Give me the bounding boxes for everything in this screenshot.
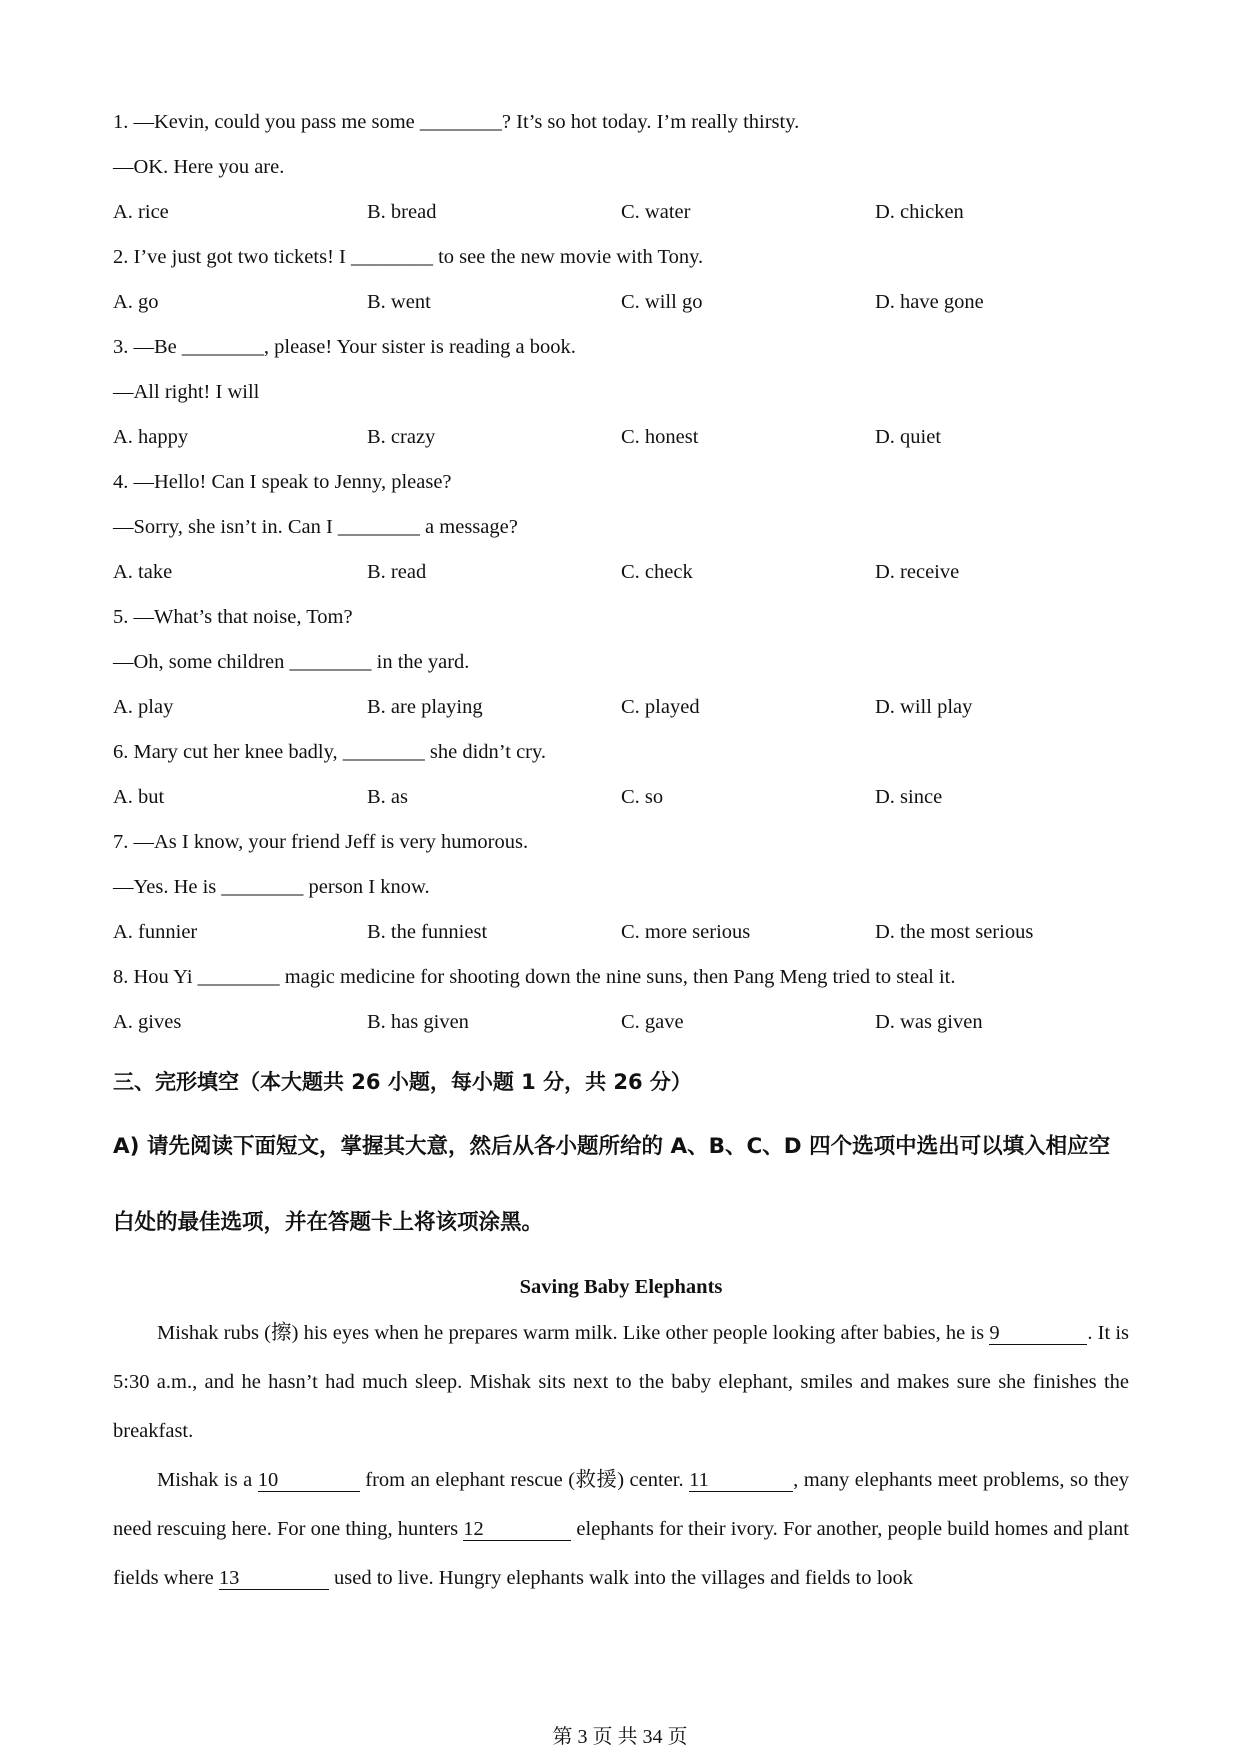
passage-paragraph-2	[113, 1456, 1129, 1603]
option-c: C. so	[621, 786, 664, 808]
cloze-blank-13: 13	[219, 1567, 329, 1590]
passage-text: Mishak rubs (擦) his eyes when he prepares warm milk. Like other people looking after babies, he is	[157, 1322, 990, 1344]
option-d: D. quiet	[875, 426, 942, 448]
cloze-blank-11: 11	[689, 1469, 793, 1492]
cloze-blank-10: 10	[258, 1469, 360, 1492]
passage-text: elephants for their ivory. For another, people build homes and plant fields where	[113, 1518, 1129, 1589]
question-5-stem: 5. —What’s that noise, Tom?	[113, 606, 353, 628]
question-1-options	[113, 190, 1129, 235]
option-a: A. happy	[113, 426, 189, 448]
option-c: C. check	[621, 561, 693, 583]
question-3-options	[113, 415, 1129, 460]
option-c: C. played	[621, 696, 700, 718]
option-a: A. play	[113, 696, 174, 718]
option-d: D. was given	[875, 1011, 983, 1033]
question-7-reply: —Yes. He is ________ person I know.	[113, 876, 430, 898]
option-b: B. read	[367, 561, 427, 583]
question-4-reply: —Sorry, she isn’t in. Can I ________ a message?	[113, 516, 518, 538]
passage-title: Saving Baby Elephants	[519, 1276, 723, 1298]
question-5-options	[113, 685, 1129, 730]
question-7-options	[113, 910, 1129, 955]
option-c: C. more serious	[621, 921, 751, 943]
option-b: B. are playing	[367, 696, 483, 718]
option-c: C. gave	[621, 1011, 684, 1033]
question-6-stem: 6. Mary cut her knee badly, ________ she didn’t cry.	[113, 741, 547, 763]
question-2-stem: 2. I’ve just got two tickets! I ________ to see the new movie with Tony.	[113, 246, 704, 268]
option-a: A. gives	[113, 1011, 182, 1033]
option-d: D. the most serious	[875, 921, 1034, 943]
option-a: A. take	[113, 561, 173, 583]
option-b: B. crazy	[367, 426, 436, 448]
question-7-stem: 7. —As I know, your friend Jeff is very humorous.	[113, 831, 529, 853]
question-1-stem: 1. —Kevin, could you pass me some ________? It’s so hot today. I’m really thirsty.	[113, 111, 800, 133]
question-1-reply: —OK. Here you are.	[113, 156, 285, 178]
option-d: D. receive	[875, 561, 960, 583]
question-3-reply: —All right! I will	[113, 381, 260, 403]
passage-paragraph-1	[113, 1309, 1129, 1456]
option-a: A. go	[113, 291, 159, 313]
passage-text: used to live. Hungry elephants walk into the villages and fields to look	[328, 1567, 914, 1589]
question-6-options	[113, 775, 1129, 820]
question-4-options	[113, 550, 1129, 595]
section-instruction: A) 请先阅读下面短文，掌握其大意，然后从各小题所给的 A、B、C、D 四个选项中选出可以填入相应空白处的最佳选项，并在答题卡上将该项涂黑。	[113, 1134, 1111, 1235]
question-4-stem: 4. —Hello! Can I speak to Jenny, please?	[113, 471, 452, 493]
cloze-blank-9: 9	[989, 1322, 1087, 1345]
option-b: B. the funniest	[367, 921, 488, 943]
page-number-footer: 第 3 页 共 34 页	[552, 1726, 688, 1748]
option-d: D. will play	[875, 696, 973, 718]
option-d: D. have gone	[875, 291, 984, 313]
page-content	[113, 100, 1129, 1603]
section-heading: 三、完形填空（本大题共 26 小题，每小题 1 分，共 26 分）	[113, 1070, 692, 1094]
passage-text: from an elephant rescue (救援) center.	[359, 1469, 690, 1491]
option-b: B. went	[367, 291, 431, 313]
passage-text: Mishak is a	[157, 1469, 258, 1491]
question-8-stem: 8. Hou Yi ________ magic medicine for shooting down the nine suns, then Pang Meng tried to steal it.	[113, 966, 956, 988]
question-3-stem: 3. —Be ________, please! Your sister is reading a book.	[113, 336, 576, 358]
question-8-options	[113, 1000, 1129, 1045]
option-d: D. since	[875, 786, 943, 808]
option-a: A. funnier	[113, 921, 198, 943]
question-2-options	[113, 280, 1129, 325]
question-5-reply: —Oh, some children ________ in the yard.	[113, 651, 470, 673]
passage-text: , many elephants meet problems, so they need rescuing here. For one thing, hunters	[113, 1469, 1129, 1540]
option-b: B. has given	[367, 1011, 469, 1033]
option-b: B. as	[367, 786, 408, 808]
cloze-blank-12: 12	[463, 1518, 571, 1541]
option-b: B. bread	[367, 201, 437, 223]
option-c: C. water	[621, 201, 691, 223]
option-d: D. chicken	[875, 201, 964, 223]
option-c: C. honest	[621, 426, 699, 448]
option-a: A. rice	[113, 201, 169, 223]
option-c: C. will go	[621, 291, 703, 313]
passage-text: . It is 5:30 a.m., and he hasn’t had much sleep. Mishak sits next to the baby elephant, smiles and makes sure she finishes the breakfast.	[113, 1322, 1129, 1442]
option-a: A. but	[113, 786, 165, 808]
